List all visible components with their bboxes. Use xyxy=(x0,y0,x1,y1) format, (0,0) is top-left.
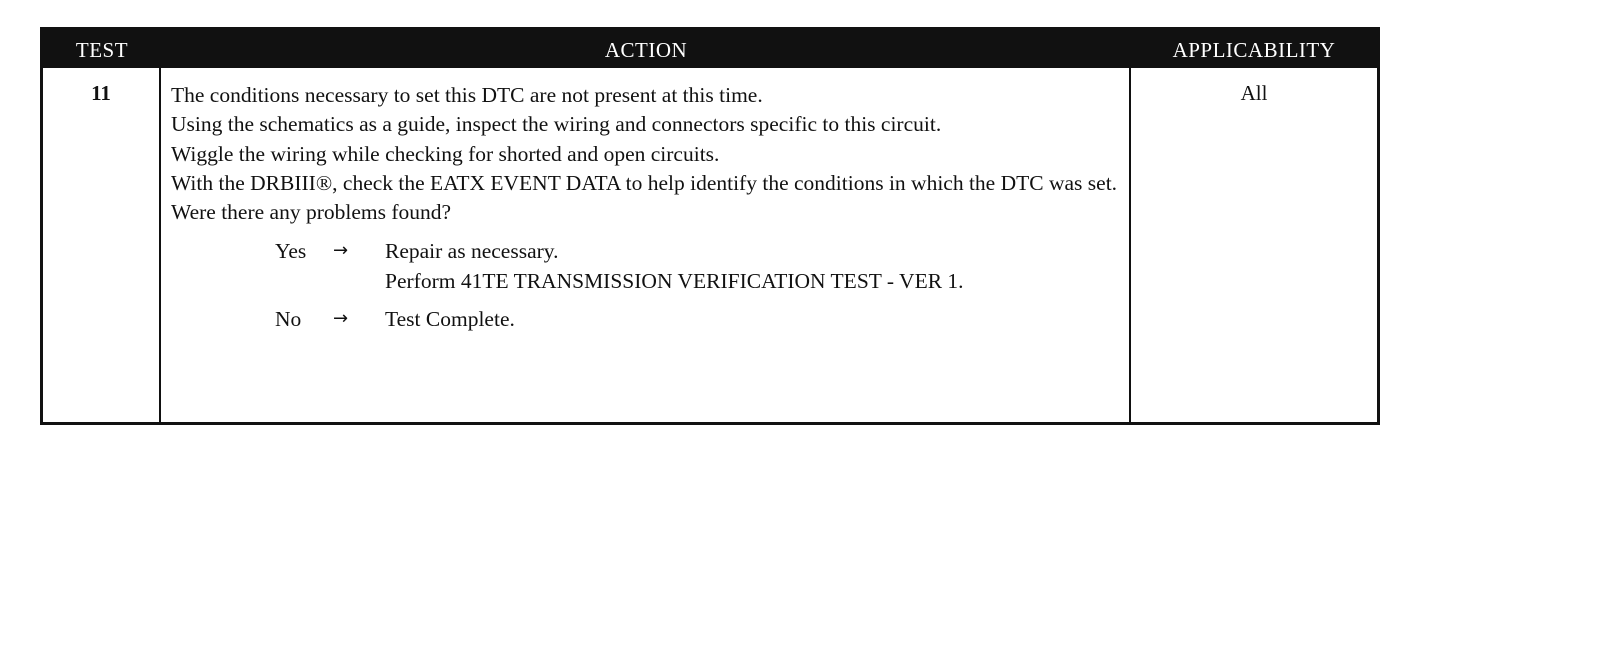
action-line: With the DRBIII®, check the EATX EVENT DATA to help identify the conditions in which the DTC was set. xyxy=(171,170,1118,195)
header-applicability: APPLICABILITY xyxy=(1172,38,1336,62)
right-arrow-icon: → xyxy=(333,308,349,330)
applicability-cell xyxy=(1131,68,1377,422)
action-line: Using the schematics as a guide, inspect the wiring and connectors specific to this circuit. xyxy=(171,112,942,137)
outcome-yes-label: Yes xyxy=(275,239,307,264)
outcome-no-line: Test Complete. xyxy=(385,307,515,332)
outcome-no-text xyxy=(385,305,515,334)
table-header-row xyxy=(43,30,1377,68)
action-line: The conditions necessary to set this DTC are not present at this time. xyxy=(171,83,763,107)
action-question: Were there any problems found? xyxy=(171,200,452,225)
outcome-yes-line: Perform 41TE TRANSMISSION VERIFICATION TEST - VER 1. xyxy=(385,268,964,293)
outcome-no xyxy=(171,305,1123,335)
outcome-no-label: No xyxy=(275,307,302,332)
header-action: ACTION xyxy=(604,38,688,62)
outcome-yes-line: Repair as necessary. xyxy=(385,239,559,264)
table-row xyxy=(43,68,1377,422)
outcome-yes xyxy=(171,237,1123,295)
action-line: Wiggle the wiring while checking for shorted and open circuits. xyxy=(171,141,720,166)
header-test: TEST xyxy=(75,38,129,62)
right-arrow-icon: → xyxy=(333,240,349,262)
diagnostic-test-table xyxy=(40,27,1380,425)
applicability-value: All xyxy=(1240,81,1268,105)
action-cell xyxy=(161,68,1131,422)
test-number-cell xyxy=(43,68,161,422)
outcome-yes-text xyxy=(385,237,964,296)
test-number: 11 xyxy=(91,81,111,105)
